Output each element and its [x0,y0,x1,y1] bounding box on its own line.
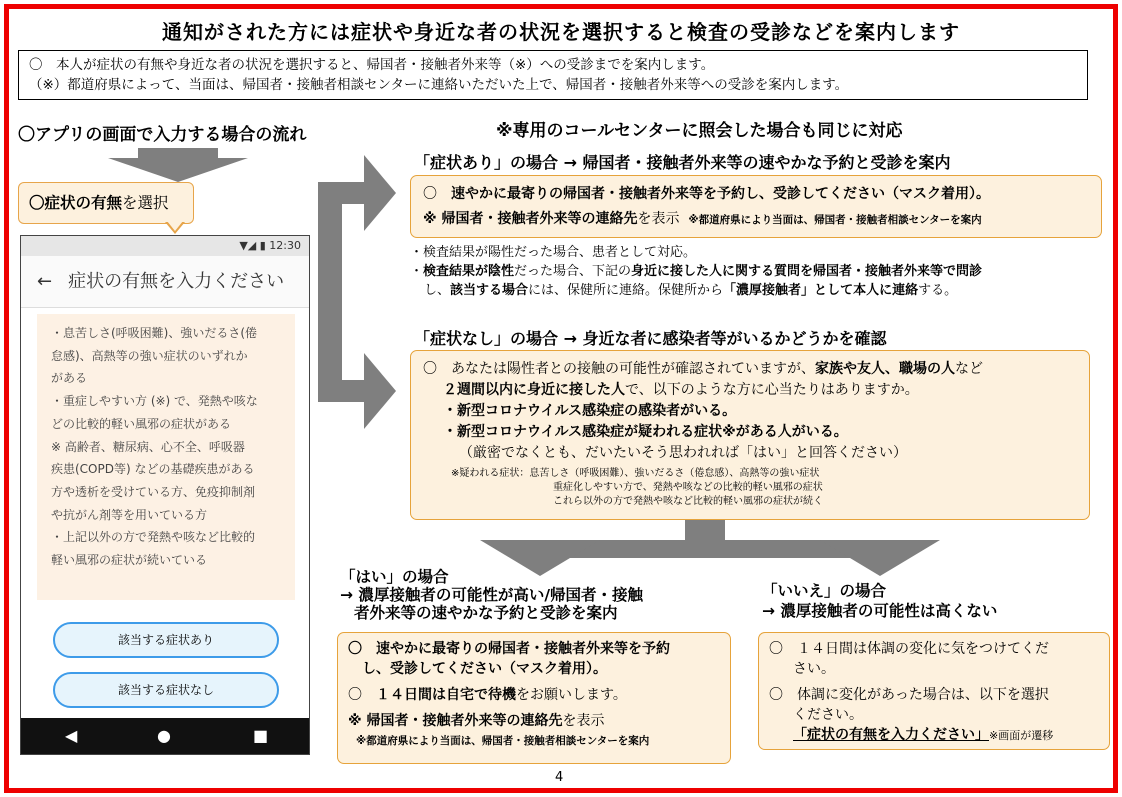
text-segment: で、以下のような方に心当たりはありますか。 [625,382,919,398]
callout-select-symptoms [18,182,194,224]
symptoms-yes-line-1 [423,182,1089,207]
reserve-text: 〇 速やかに最寄りの帰国者・接触者外来等を予約 [348,641,670,657]
transition-note: ※画面が遷移 [989,729,1054,742]
page-title: 通知がされた方には症状や身近な者の状況を選択すると検査の受診などを案内します [162,20,960,44]
notify-label: て本人に連絡 [840,283,919,298]
family-friends-label: 家族や友人、職場の人 [815,361,955,377]
bullet-text: ・新型コロナウイルス感染症が疑われる症状※がある人がいる。 [443,424,848,440]
symptoms-no-heading: 「症状なし」の場合 → 身近な者に感染者等がいるかどうかを確認 [414,329,887,348]
footnote-2: 重症化しやすい方で、発熱や咳などの比較的軽い風邪の症状 [553,482,823,493]
text-segment: 〇 あなたは陽性者との接触の可能性が確認されていますが、 [423,361,815,377]
no-line-1: 〇 １４日間は体調の変化に気をつけてくだ [769,641,1049,657]
display-label: を表示 [562,713,605,729]
yes-case-box [337,632,731,764]
text-segment: だった場合、下記の [514,264,632,279]
text-segment: をお願いします。 [516,687,627,703]
answer-hint: （厳密でなくとも、だいたいそう思われれば「はい」と回答ください） [459,445,907,461]
contact-info-label: 帰国者・接触者外来等の連絡先 [366,713,563,729]
prefecture-note: ※都道府県により当面は、帰国者・接触者相談センターを案内 [688,214,982,226]
bullet-mark: 〇 [348,687,376,703]
intro-line-2: （※）都道府県によって、当面は、帰国者・接触者相談センターに連絡いただいた上で、帰国者・接触者外来等への受診を案内します。 [29,77,849,93]
branch-arrow-icon [318,155,396,430]
card-line: ・重症しやすい方 (※) で、発熱や咳な [51,394,258,409]
intro-box [18,50,1088,100]
down-arrow-icon [108,148,248,182]
no-line-3: 〇 体調に変化があった場合は、以下を選択 [769,687,1049,703]
app-bar-title: 症状の有無を入力ください [68,271,285,292]
no-case-heading [762,581,997,621]
nav-home-icon[interactable]: ● [157,726,171,745]
no-line-5 [769,725,1099,746]
intro-line-1: 〇 本人が症状の有無や身近な者の状況を選択すると、帰国者・接触者外来等（※）への受診までを案内します。 [29,57,715,73]
no-line-4: ください。 [793,707,863,723]
yes-case-heading [340,568,643,622]
card-line: がある [51,371,88,386]
negative-label: 検査結果が陰性 [423,264,515,279]
footnote-3: これら以外の方で発熱や咳など比較的軽い風邪の症状が続く [553,496,823,507]
negative-note-line-1 [410,262,1110,281]
stay-home-label: １４日間は自宅で待機 [376,687,516,703]
close-contact-label: 「濃厚接触者」とし [723,283,841,298]
symptom-input-link[interactable]: 「症状の有無を入力ください」 [793,727,989,743]
test-result-notes [410,243,1110,300]
infected-bullet [423,401,1077,422]
symptoms-yes-line-2 [423,207,1089,233]
symptom-description-card [37,314,295,600]
card-line: 疾患(COPD等) などの基礎疾患がある [51,462,255,477]
bullet: ・ [410,264,424,279]
nav-back-icon[interactable]: ◀ [65,726,78,745]
card-line: どの比較的軽い風邪の症状がある [51,416,232,431]
card-line: 方や透析を受けている方、免疫抑制剤 [51,484,256,499]
card-line: や抗がん剤等を用いている方 [51,507,208,522]
card-line: ・息苦しさ(呼吸困難)、強いだるさ(倦 [51,326,258,340]
contact-question-line-1 [423,359,1077,380]
callout-rest: を選択 [122,194,169,212]
bullet-text: ・新型コロナウイルス感染症の感染者がいる。 [443,403,737,419]
app-flow-heading: 〇アプリの画面で入力する場合の流れ [18,125,307,145]
yes-line-1 [348,639,720,659]
nav-recent-icon[interactable]: ■ [253,726,269,745]
back-arrow-icon[interactable]: ← [37,271,53,292]
note-mark: ※ [348,713,367,729]
text-segment: し、 [424,283,451,298]
card-line: 軽い風邪の症状が続いている [51,553,208,568]
phone-nav-bar [21,718,309,754]
phone-status-bar [21,236,309,256]
no-case-title: 「いいえ」の場合 [762,582,887,600]
yes-line-4 [348,711,720,731]
yes-case-subtitle-1: → 濃厚接触者の可能性が高い/帰国者・接触 [340,586,644,604]
applicable-label: 該当する場合 [450,283,529,298]
no-case-box [758,632,1110,750]
status-time: 12:30 [269,239,301,252]
text-segment: には、保健所に連絡。保健所から [528,283,724,298]
status-icons: ▼◢ ▮ [239,239,266,252]
text-segment: する。 [918,283,958,298]
yes-prefecture-note: ※都道府県により当面は、帰国者・接触者相談センターを案内 [356,735,650,747]
reserve-instruction: 速やかに最寄りの帰国者・接触者外来等を予約し、受診してください（マスク着用）。 [451,186,990,202]
contact-question-line-2 [423,380,1077,401]
reserve-text-cont: し、受診してください（マスク着用）。 [362,661,607,677]
positive-note: ・検査結果が陽性だった場合、患者として対応。 [410,245,697,260]
text-segment: など [955,361,983,377]
no-case-subtitle: → 濃厚接触者の可能性は高くない [762,602,998,620]
negative-note-line-2 [410,281,1110,300]
callout-tail-inner [167,221,183,231]
yes-case-subtitle-2: 者外来等の速やかな予約と受診を案内 [354,604,618,622]
contact-info-label: 帰国者・接触者外来等の連絡先 [441,211,638,227]
call-center-heading: ※専用のコールセンターに照会した場合も同じに対応 [496,121,903,141]
phone-mockup [20,235,310,755]
phone-app-bar [21,256,309,308]
symptoms-yes-box [410,175,1102,238]
card-line: ※ 高齢者、糖尿病、心不全、呼吸器 [51,439,245,454]
card-line: 怠感)、高熱等の強い症状のいずれか [51,348,248,363]
callout-bold: 〇症状の有無 [29,194,123,212]
footnote-1: ※疑われる症状：息苦しさ（呼吸困難）、強いだるさ（倦怠感）、高熱等の強い症状 [451,468,820,479]
bullet-mark: 〇 [423,186,451,202]
page-number: 4 [555,770,564,785]
suspected-bullet [423,422,1077,443]
no-line-2: さい。 [793,661,835,677]
yes-case-title: 「はい」の場合 [340,568,449,586]
contact-question-text: 身近に接した人に関する質問を帰国者・接触者外来等で問診 [631,264,983,279]
yes-line-3 [348,685,720,705]
no-symptoms-button[interactable]: 該当する症状なし [53,672,279,708]
symptoms-no-box [410,350,1090,520]
two-weeks-label: ２週間以内に身近に接した人 [443,382,625,398]
note-mark: ※ [423,211,442,227]
display-label: を表示 [637,211,680,227]
card-line: ・上記以外の方で発熱や咳など比較的 [51,530,256,545]
symptoms-yes-heading: 「症状あり」の場合 → 帰国者・接触者外来等の速やかな予約と受診を案内 [414,153,951,172]
yes-line-2 [348,659,720,679]
has-symptoms-button[interactable]: 該当する症状あり [53,622,279,658]
